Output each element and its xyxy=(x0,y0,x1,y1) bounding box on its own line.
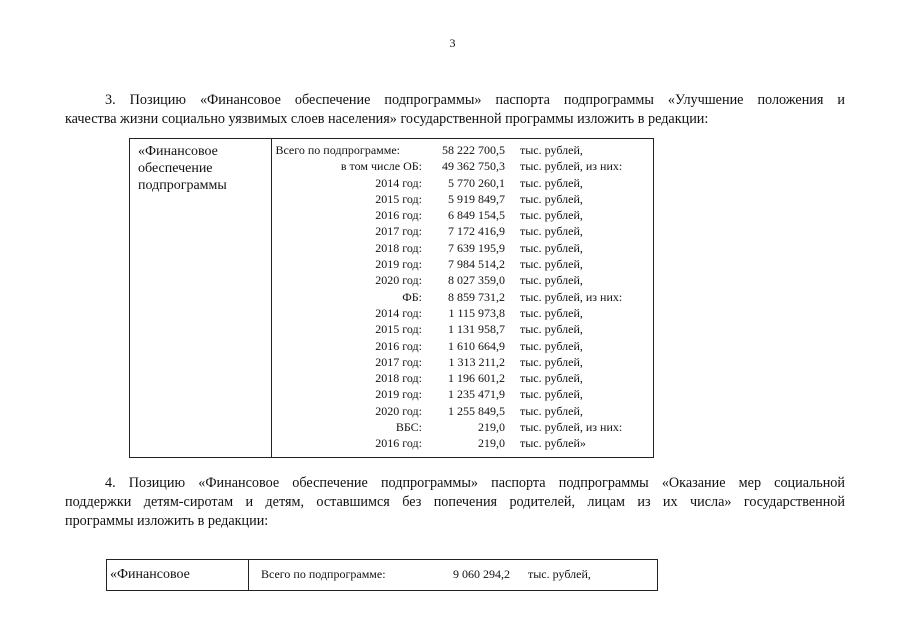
table-row xyxy=(271,386,655,402)
row-unit: тыс. рублей, xyxy=(520,191,583,206)
row-label: 2016 год: xyxy=(375,338,422,353)
row-label: 2020 год: xyxy=(375,403,422,418)
row-value: 7 639 195,9 xyxy=(448,240,505,255)
row-label: 2015 год: xyxy=(375,191,422,206)
table-row xyxy=(271,354,655,370)
row-value: 9 060 294,2 xyxy=(453,567,510,581)
row-label: 2017 год: xyxy=(375,224,422,239)
table-row xyxy=(271,272,655,288)
row-label: 2014 год: xyxy=(375,175,422,190)
table-row xyxy=(271,338,655,354)
row-value: 5 770 260,1 xyxy=(448,175,505,190)
row-value: 8 027 359,0 xyxy=(448,273,505,288)
table-row xyxy=(271,256,655,272)
table-row xyxy=(271,158,655,174)
row-label: 2015 год: xyxy=(375,322,422,337)
row-label: 2019 год: xyxy=(375,257,422,272)
table-row-header: «Финансовое обеспечение подпрограммы xyxy=(138,144,227,193)
row-value: 1 131 958,7 xyxy=(448,322,505,337)
section-4-paragraph xyxy=(65,474,845,531)
row-unit: тыс. рублей, xyxy=(520,273,583,288)
row-value: 1 610 664,9 xyxy=(448,338,505,353)
table-row xyxy=(271,403,655,419)
paragraph-line: поддержки детям-сиротам и детям, оставшимся без попечения родителей, лицам из их числа» государственной xyxy=(65,494,845,510)
row-label: 2018 год: xyxy=(375,371,422,386)
table-row xyxy=(271,435,655,451)
row-value: 219,0 xyxy=(478,420,505,435)
row-unit: тыс. рублей, xyxy=(520,224,583,239)
paragraph-line: программы изложить в редакции: xyxy=(65,513,269,529)
section-3-paragraph xyxy=(65,91,845,129)
row-unit: тыс. рублей, xyxy=(520,143,583,157)
paragraph-line: 4. Позицию «Финансовое обеспечение подпрограммы» паспорта подпрограммы «Оказание мер социальной xyxy=(105,475,845,491)
financing-table-subprogram-1 xyxy=(129,138,654,458)
financing-table-subprogram-2 xyxy=(106,559,658,591)
paragraph-line: качества жизни социально уязвимых слоев населения» государственной программы изложить в редакции: xyxy=(65,111,709,127)
row-unit: тыс. рублей, xyxy=(520,371,583,386)
table-row xyxy=(271,321,655,337)
row-unit: тыс. рублей, xyxy=(520,240,583,255)
row-unit: тыс. рублей, xyxy=(520,257,583,272)
row-unit: тыс. рублей» xyxy=(520,436,586,451)
row-unit: тыс. рублей, из них: xyxy=(520,289,623,304)
row-value: 1 235 471,9 xyxy=(448,387,505,402)
table-row xyxy=(271,207,655,223)
row-label: ФБ: xyxy=(402,289,422,304)
row-unit: тыс. рублей, xyxy=(520,354,583,369)
table-row xyxy=(271,419,655,435)
row-unit: тыс. рублей, xyxy=(520,403,583,418)
row-value: 1 196 601,2 xyxy=(448,371,505,386)
row-value: 5 919 849,7 xyxy=(448,191,505,206)
page-number: 3 xyxy=(449,36,456,50)
row-unit: тыс. рублей, xyxy=(520,322,583,337)
row-unit: тыс. рублей, xyxy=(528,567,591,581)
row-value: 8 859 731,2 xyxy=(448,289,505,304)
row-unit: тыс. рублей, xyxy=(520,338,583,353)
table-row xyxy=(271,305,655,321)
table-row xyxy=(271,142,655,158)
table-row xyxy=(271,370,655,386)
table-row xyxy=(248,566,659,582)
row-value: 219,0 xyxy=(478,436,505,451)
paragraph-line: 3. Позицию «Финансовое обеспечение подпрограммы» паспорта подпрограммы «Улучшение положения и xyxy=(105,92,845,108)
row-label: 2016 год: xyxy=(375,208,422,223)
row-label: 2019 год: xyxy=(375,387,422,402)
row-value: 7 984 514,2 xyxy=(448,257,505,272)
table-row xyxy=(271,175,655,191)
row-label: 2014 год: xyxy=(375,305,422,320)
row-label: 2016 год: xyxy=(375,436,422,451)
row-unit: тыс. рублей, xyxy=(520,387,583,402)
row-value: 6 849 154,5 xyxy=(448,208,505,223)
row-value: 58 222 700,5 xyxy=(442,143,505,157)
row-unit: тыс. рублей, из них: xyxy=(520,159,623,174)
table-row xyxy=(271,223,655,239)
row-label: Всего по подпрограмме: xyxy=(261,567,386,581)
row-label: Всего по подпрограмме: xyxy=(275,143,400,157)
financing-rows xyxy=(271,142,655,452)
row-value: 1 255 849,5 xyxy=(448,403,505,418)
row-unit: тыс. рублей, xyxy=(520,208,583,223)
row-unit: тыс. рублей, из них: xyxy=(520,420,623,435)
row-value: 49 362 750,3 xyxy=(442,159,505,174)
row-value: 7 172 416,9 xyxy=(448,224,505,239)
row-value: 1 313 211,2 xyxy=(448,354,505,369)
table-row xyxy=(271,240,655,256)
row-unit: тыс. рублей, xyxy=(520,305,583,320)
row-label: в том числе ОБ: xyxy=(340,159,422,174)
row-label: 2020 год: xyxy=(375,273,422,288)
row-label: ВБС: xyxy=(395,420,422,435)
table-row xyxy=(271,289,655,305)
row-value: 1 115 973,8 xyxy=(448,305,505,320)
row-unit: тыс. рублей, xyxy=(520,175,583,190)
table-row-header: «Финансовое xyxy=(110,567,190,582)
table-row xyxy=(271,191,655,207)
row-label: 2018 год: xyxy=(375,240,422,255)
row-label: 2017 год: xyxy=(375,354,422,369)
